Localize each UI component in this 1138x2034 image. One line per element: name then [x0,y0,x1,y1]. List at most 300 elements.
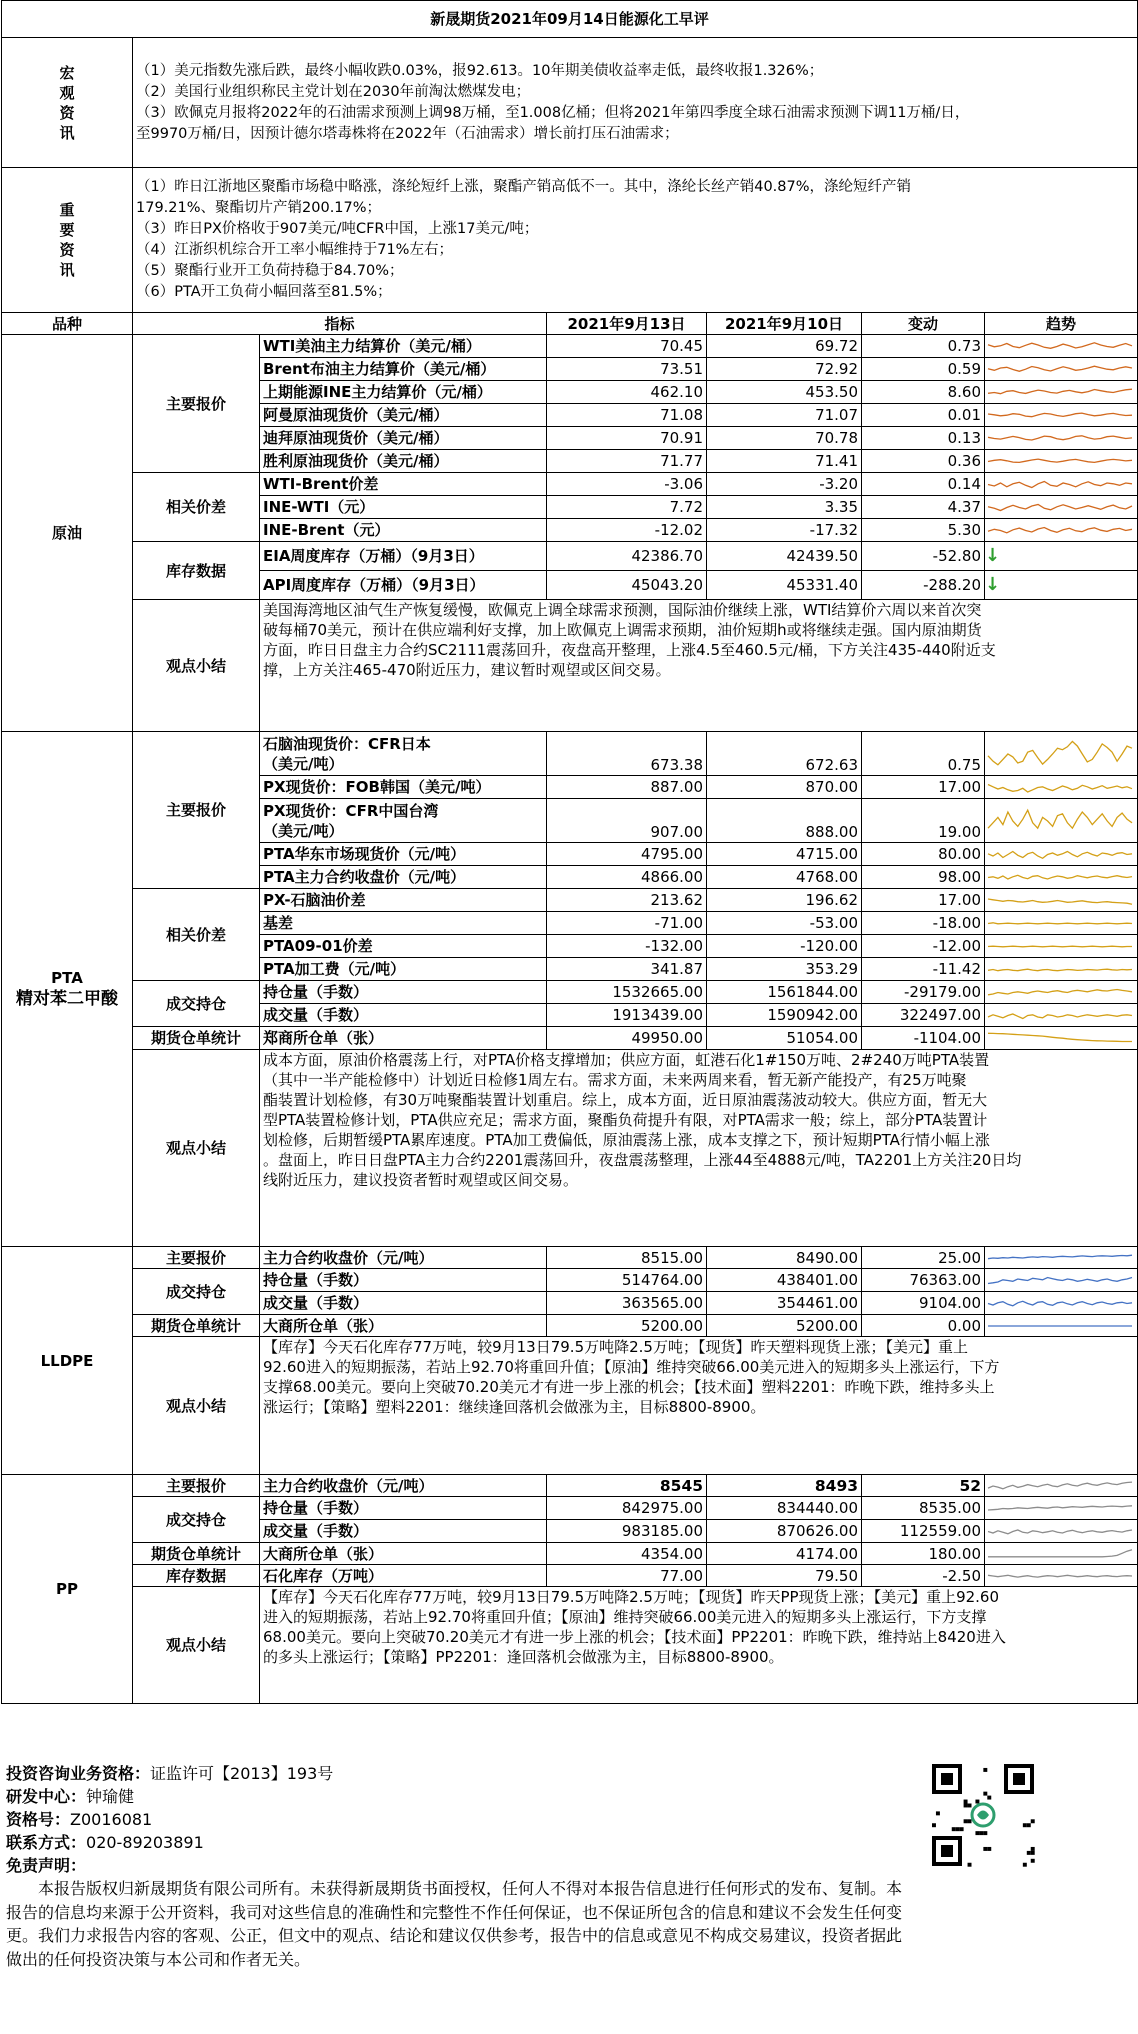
trend-sparkline [985,359,1135,380]
trend-sparkline [985,405,1135,426]
value-date1: 70.91 [547,427,707,450]
view-line: 进入的短期振荡，若站上92.70将重回升值；【原油】维持突破66.00美元进入的短期多头上涨运行，下方支撑 [263,1608,987,1626]
trend-cell [985,335,1138,358]
indicator-name: 成交量（手数） [260,1292,547,1315]
value-change: 9104.00 [862,1292,985,1315]
disclaimer-line: 做出的任何投资决策与本公司和作者无关。 [6,1949,311,1969]
view-line: 美国海湾地区油气生产恢复缓慢，欧佩克上调全球需求预测，国际油价继续上涨，WTI结算价六周以来首次突 [263,601,982,619]
crude-product-name [2,335,133,732]
value-change: -2.50 [862,1565,985,1587]
product-name-text: 原油 [51,524,82,542]
trend-sparkline [985,1316,1135,1336]
indicator-name: 持仓量（手数） [260,1497,547,1520]
value-change: 4.37 [862,496,985,519]
value-date1: -3.06 [547,473,707,496]
value-date2: -53.00 [707,912,862,935]
trend-sparkline [985,959,1135,980]
group-label: 主要报价 [133,1475,260,1497]
trend-sparkline [985,1544,1135,1564]
news-table [1,0,1138,313]
sparkline-path [988,922,1132,923]
important-news [133,168,1138,313]
value-change: 5.30 [862,519,985,542]
indicator-name: INE-WTI（元） [260,496,547,519]
contact-line: 联系方式：020-89203891 [6,1833,204,1852]
value-date1: 907.00 [547,799,707,843]
header-trend: 趋势 [985,313,1138,335]
trend-sparkline [985,1028,1135,1049]
value-date1: 1913439.00 [547,1004,707,1027]
down-arrow-icon: ↓ [985,574,1001,595]
pta-product-name [2,732,133,1247]
trend-cell [985,1565,1138,1587]
value-date1: 77.00 [547,1565,707,1587]
table-row [2,1315,1138,1337]
pp-product-name [2,1475,133,1704]
trend-sparkline [985,1521,1135,1542]
indicator-name: 迪拜原油现货价（美元/桶） [260,427,547,450]
sparkline-path [988,1530,1132,1534]
value-date2: 8490.00 [707,1247,862,1269]
value-change: 112559.00 [862,1520,985,1543]
group-label: 库存数据 [133,1565,260,1587]
data-table [1,312,1138,1704]
table-row [2,1337,1138,1475]
value-change: 0.75 [862,732,985,776]
value-date2: 1561844.00 [707,981,862,1004]
trend-cell [985,1497,1138,1520]
sparkline-path [988,389,1132,394]
value-date1: 842975.00 [547,1497,707,1520]
view-line: 92.60进入的短期振荡，若站上92.70将重回升值；【原油】维持突破66.00美元进入的短期多头上涨运行，下方 [263,1358,1000,1376]
value-date1: 5200.00 [547,1315,707,1337]
sparkline-path [988,969,1132,971]
value-date2: 870.00 [707,776,862,799]
table-row [2,732,1138,776]
table-row [2,1587,1138,1704]
value-date2: 354461.00 [707,1292,862,1315]
header-date1: 2021年9月13日 [547,313,707,335]
group-label: 主要报价 [133,732,260,889]
view-line: 成本方面，原油价格震荡上行，对PTA价格支撑增加；供应方面，虹港石化1#150万吨、2#240万吨PTA装置 [263,1051,990,1069]
trend-sparkline [985,1476,1135,1496]
value-change: 0.00 [862,1315,985,1337]
indicator-name: PX现货价：FOB韩国（美元/吨） [260,776,547,799]
report-title: 新晟期货2021年09月14日能源化工早评 [2,1,1138,38]
header-indicator: 指标 [133,313,547,335]
value-date2: 71.41 [707,450,862,473]
trend-sparkline [985,733,1135,775]
value-date2: 69.72 [707,335,862,358]
value-date2: 353.29 [707,958,862,981]
group-label: 观点小结 [133,1050,260,1247]
trend-cell [985,912,1138,935]
value-change: -1104.00 [862,1027,985,1050]
sparkline-path [988,899,1132,904]
product-name-text: PP [56,1580,78,1598]
value-date2: 196.62 [707,889,862,912]
table-row [2,542,1138,571]
indicator-name: 石化库存（万吨） [260,1565,547,1587]
group-label: 期货仓单统计 [133,1543,260,1565]
view-line: 【库存】今天石化库存77万吨，较9月13日79.5万吨降2.5万吨；【现货】昨天塑料现货上涨；【美元】重上 [263,1338,968,1356]
trend-sparkline [985,1248,1135,1268]
value-change: -18.00 [862,912,985,935]
important-news-line: （5）聚酯行业开工负荷持稳于84.70%； [136,263,404,279]
sparkline-path [988,851,1132,858]
value-date2: -17.32 [707,519,862,542]
important-news-line: （3）昨日PX价格收于907美元/吨CFR中国，上涨17美元/吨； [136,221,539,237]
group-label: 库存数据 [133,542,260,600]
group-label: 观点小结 [133,1587,260,1704]
sparkline-path [988,366,1132,371]
indicator-name: WTI美油主力结算价（美元/桶） [260,335,547,358]
important-label: 重要资讯 [2,168,133,313]
trend-cell [985,571,1138,600]
sparkline-path [988,810,1132,828]
macro-news-line: 至9970万桶/日，因预计德尔塔毒株将在2022年（石油需求）增长前打压石油需求； [136,125,679,142]
trend-sparkline [985,497,1135,518]
view-line: 划检修，后期暂缓PTA累库速度。PTA加工费偏低，原油震荡上涨，成本支撑之下，预计短期PTA行情小幅上涨 [263,1131,990,1149]
indicator-name: 主力合约收盘价（元/吨） [260,1475,547,1497]
trend-cell [985,958,1138,981]
value-date1: 8515.00 [547,1247,707,1269]
view-line: 。盘面上，昨日日盘PTA主力合约2201震荡回升，夜盘震荡整理，上涨44至4888元/吨，TA2201上方关注20日均 [263,1151,1022,1169]
value-date2: 3.35 [707,496,862,519]
value-date2: 71.07 [707,404,862,427]
group-label: 成交持仓 [133,1497,260,1543]
value-date2: 453.50 [707,381,862,404]
disclaimer-label: 免责声明： [6,1856,87,1875]
macro-news-line: （1）美元指数先涨后跌，最终小幅收跌0.03%，报92.613。10年期美债收益率走低，最终收报1.326%； [136,62,824,79]
sparkline-path [988,1482,1132,1489]
group-label: 期货仓单统计 [133,1315,260,1337]
sparkline-path [988,1549,1132,1556]
value-date1: 514764.00 [547,1269,707,1292]
value-date2: -120.00 [707,935,862,958]
indicator-name: 胜利原油现货价（美元/桶） [260,450,547,473]
trend-sparkline [985,777,1135,798]
view-summary [260,1587,1138,1704]
value-date1: 42386.70 [547,542,707,571]
sparkline-path [988,1277,1132,1283]
value-date2: 888.00 [707,799,862,843]
trend-sparkline [985,474,1135,495]
value-date1: 983185.00 [547,1520,707,1543]
indicator-name: 主力合约收盘价（元/吨） [260,1247,547,1269]
trend-sparkline [985,1270,1135,1291]
disclaimer-line: 报告的信息均来源于公开资料，我司对这些信息的准确性和完整性不作任何保证，也不保证所包含的信息和建议不会发生任何变 [6,1902,903,1922]
indicator-name: PTA华东市场现货价（元/吨） [260,843,547,866]
view-line: 【库存】今天石化库存77万吨，较9月13日79.5万吨降2.5万吨；【现货】昨天PP现货上涨；【美元】重上92.60 [263,1588,1000,1606]
sparkline-path [988,1033,1132,1041]
indicator-name: 持仓量（手数） [260,981,547,1004]
value-date2: 42439.50 [707,542,862,571]
disclaimer-line: 更。我们力求报告内容的客观、公正，但文中的观点、结论和建议仅供参考，报告中的信息或意见不构成交易建议，投资者据此 [6,1926,903,1945]
table-row [2,981,1138,1004]
indicator-name: 阿曼原油现货价（美元/桶） [260,404,547,427]
cert-line: 资格号：Z0016081 [6,1810,153,1829]
indicator-name: PTA加工费（元/吨） [260,958,547,981]
sparkline-path [988,741,1132,764]
trend-cell [985,1520,1138,1543]
group-label: 主要报价 [133,1247,260,1269]
header-change: 变动 [862,313,985,335]
view-line: 的多头上涨运行；【策略】PP2201：逢回落机会做涨为主，目标8800-8900。 [263,1648,784,1666]
table-row [2,889,1138,912]
value-change: 25.00 [862,1247,985,1269]
value-change: 52 [862,1475,985,1497]
trend-sparkline [985,451,1135,472]
group-label: 期货仓单统计 [133,1027,260,1050]
trend-sparkline [985,890,1135,911]
value-date1: 4354.00 [547,1543,707,1565]
trend-cell [985,450,1138,473]
trend-cell [985,404,1138,427]
trend-cell [985,799,1138,843]
indicator-name: EIA周度库存（万桶）（9月3日） [260,542,547,571]
indicator-name: INE-Brent（元） [260,519,547,542]
sparkline-path [988,875,1132,879]
value-change: 180.00 [862,1543,985,1565]
value-date1: 73.51 [547,358,707,381]
important-news-line: （4）江浙织机综合开工率小幅维持于71%左右； [136,242,453,258]
value-date2: 79.50 [707,1565,862,1587]
view-line: 型PTA装置检修计划，PTA供应充足；需求方面，聚酯负荷提升有限，对PTA需求一般；综上，部分PTA装置计 [263,1111,988,1129]
table-row [2,1497,1138,1520]
trend-sparkline [985,800,1135,842]
research-line: 研发中心：钟瑜健 [6,1787,135,1806]
value-date1: 49950.00 [547,1027,707,1050]
trend-sparkline [985,382,1135,403]
macro-label: 宏观资讯 [2,38,133,168]
value-date2: 45331.40 [707,571,862,600]
value-change: 0.01 [862,404,985,427]
value-date1: 4795.00 [547,843,707,866]
indicator-name: 大商所仓单（张） [260,1315,547,1337]
value-date1: -132.00 [547,935,707,958]
sparkline-path [988,1014,1132,1019]
trend-cell [985,1475,1138,1497]
value-date2: 51054.00 [707,1027,862,1050]
group-label: 成交持仓 [133,1269,260,1315]
disclaimer-text [6,1877,1132,1971]
group-label: 观点小结 [133,600,260,732]
value-date1: -12.02 [547,519,707,542]
table-row [2,1050,1138,1247]
value-change: 322497.00 [862,1004,985,1027]
table-row [2,1247,1138,1269]
table-row [2,1543,1138,1565]
indicator-name: 成交量（手数） [260,1520,547,1543]
trend-sparkline [985,982,1135,1003]
down-arrow-icon: ↓ [985,545,1001,566]
table-row [2,335,1138,358]
view-line: 酯装置计划检修，有30万吨聚酯装置计划重启。综上，成本方面，近日原油震荡波动较大。供应方面，暂无大 [263,1091,988,1109]
sparkline-path [988,504,1132,510]
view-line: 撑，上方关注465-470附近压力，建议暂时观望或区间交易。 [263,661,671,679]
indicator-name: Brent布油主力结算价（美元/桶） [260,358,547,381]
sparkline-path [988,459,1132,462]
trend-cell [985,1247,1138,1269]
trend-cell [985,473,1138,496]
value-change: 98.00 [862,866,985,889]
trend-sparkline [985,428,1135,449]
trend-cell [985,381,1138,404]
important-news-line: （1）昨日江浙地区聚酯市场稳中略涨，涤纶短纤上涨，聚酯产销高低不一。其中，涤纶长丝产销40.87%，涤纶短纤产销 [136,179,912,195]
value-date1: 7.72 [547,496,707,519]
view-line: 方面，昨日日盘主力合约SC2111震荡回升，夜盘高开整理，上涨4.5至460.5元/桶，下方关注435-440附近支 [263,641,996,659]
trend-cell [985,732,1138,776]
trend-sparkline [985,867,1135,888]
trend-cell [985,358,1138,381]
value-date1: 70.45 [547,335,707,358]
trend-cell [985,1315,1138,1337]
trend-sparkline [985,336,1135,357]
indicator-name-line: 石脑油现货价：CFR日本 [263,734,431,753]
sparkline-path [988,946,1132,947]
indicator-name [260,732,547,776]
view-line: 支撑68.00美元。要向上突破70.20美元才有进一步上涨的机会；【技术面】塑料2201：昨晚下跌，维持多头上 [263,1378,995,1396]
indicator-name: 郑商所仓单（张） [260,1027,547,1050]
sparkline-path [988,481,1132,487]
sparkline-path [988,1255,1132,1259]
value-change: -12.00 [862,935,985,958]
value-date1: -71.00 [547,912,707,935]
group-label: 观点小结 [133,1337,260,1475]
trend-cell [985,866,1138,889]
trend-cell [985,519,1138,542]
value-change: 8535.00 [862,1497,985,1520]
indicator-name-line: （美元/吨） [263,821,344,840]
value-date1: 8545 [547,1475,707,1497]
lldpe-product-name [2,1247,133,1475]
trend-sparkline [985,1293,1135,1314]
indicator-name-line: PX现货价：CFR中国台湾 [263,801,439,820]
product-subname: 精对苯二甲酸 [16,989,118,1009]
value-date2: 4768.00 [707,866,862,889]
sparkline-path [988,413,1132,417]
value-date1: 71.77 [547,450,707,473]
view-summary [260,1337,1138,1475]
trend-cell [985,496,1138,519]
indicator-name: PX-石脑油价差 [260,889,547,912]
indicator-name [260,799,547,843]
trend-sparkline [985,913,1135,934]
important-news-line: （6）PTA开工负荷小幅回落至81.5%； [136,284,392,300]
group-label: 相关价差 [133,889,260,981]
product-name-text: LLDPE [40,1351,94,1370]
qr-code-icon [930,1762,1036,1868]
trend-cell [985,843,1138,866]
macro-news [133,38,1138,168]
value-date1: 462.10 [547,381,707,404]
value-change: 8.60 [862,381,985,404]
trend-sparkline [985,936,1135,957]
qualification-line: 投资咨询业务资格：证监许可【2013】193号 [6,1764,334,1783]
indicator-name: 上期能源INE主力结算价（元/桶） [260,381,547,404]
value-date2: 5200.00 [707,1315,862,1337]
value-change: 17.00 [862,776,985,799]
macro-news-line: （2）美国行业组织称民主党计划在2030年前淘汰燃煤发电； [136,83,531,100]
trend-cell [985,1543,1138,1565]
trend-cell [985,889,1138,912]
trend-cell [985,1292,1138,1315]
trend-sparkline [985,520,1135,541]
value-change: 0.13 [862,427,985,450]
sparkline-path [988,1301,1132,1306]
trend-sparkline [985,1566,1135,1586]
trend-cell [985,1004,1138,1027]
value-change: 17.00 [862,889,985,912]
value-date1: 4866.00 [547,866,707,889]
value-date2: 4715.00 [707,843,862,866]
value-change: -288.20 [862,571,985,600]
value-change: 0.59 [862,358,985,381]
value-date1: 213.62 [547,889,707,912]
sparkline-path [988,784,1132,792]
value-change: 0.36 [862,450,985,473]
table-row [2,473,1138,496]
value-change: -11.42 [862,958,985,981]
value-date1: 45043.20 [547,571,707,600]
sparkline-path [988,989,1132,994]
important-news-line: 179.21%、聚酯切片产销200.17%； [136,200,382,216]
value-change: -52.80 [862,542,985,571]
view-line: 涨运行；【策略】塑料2201：继续逢回落机会做涨为主，目标8800-8900。 [263,1398,766,1416]
value-date1: 1532665.00 [547,981,707,1004]
value-date2: 870626.00 [707,1520,862,1543]
value-date1: 887.00 [547,776,707,799]
value-date1: 71.08 [547,404,707,427]
table-row [2,1565,1138,1587]
view-line: 68.00美元。要向上突破70.20美元才有进一步上涨的机会；【技术面】PP2201：昨晚下跌，维持站上8420进入 [263,1628,1006,1646]
table-row [2,600,1138,732]
trend-sparkline [985,1005,1135,1026]
trend-cell [985,981,1138,1004]
value-date2: 72.92 [707,358,862,381]
value-change: -29179.00 [862,981,985,1004]
group-label: 主要报价 [133,335,260,473]
indicator-name: API周度库存（万桶）（9月3日） [260,571,547,600]
header-date2: 2021年9月10日 [707,313,862,335]
indicator-name: PTA主力合约收盘价（元/吨） [260,866,547,889]
value-date2: 438401.00 [707,1269,862,1292]
value-change: 19.00 [862,799,985,843]
table-row [2,1475,1138,1497]
sparkline-path [988,527,1132,532]
value-change: 0.73 [862,335,985,358]
indicator-name: 大商所仓单（张） [260,1543,547,1565]
indicator-name: 成交量（手数） [260,1004,547,1027]
group-label: 相关价差 [133,473,260,542]
disclaimer-line: 本报告版权归新晟期货有限公司所有。未获得新晟期货书面授权，任何人不得对本报告信息进行任何形式的发布、复制。本 [38,1879,903,1898]
group-label: 成交持仓 [133,981,260,1027]
product-name-text: PTA [51,969,83,987]
value-date2: -3.20 [707,473,862,496]
sparkline-path [988,1575,1132,1577]
trend-cell [985,427,1138,450]
value-date1: 363565.00 [547,1292,707,1315]
indicator-name: PTA09-01价差 [260,935,547,958]
view-line: 破每桶70美元，预计在供应端利好支撑，加上欧佩克上调需求预期，油价短期h或将继续走强。国内原油期货 [263,621,982,639]
value-change: 80.00 [862,843,985,866]
view-line: （其中一半产能检修中）计划近日检修1周左右。需求方面，未来两周来看，暂无新产能投产，有25万吨聚 [263,1071,967,1089]
sparkline-path [988,435,1132,439]
view-line: 线附近压力，建议投资者暂时观望或区间交易。 [263,1171,579,1189]
view-summary [260,600,1138,732]
table-row [2,1027,1138,1050]
